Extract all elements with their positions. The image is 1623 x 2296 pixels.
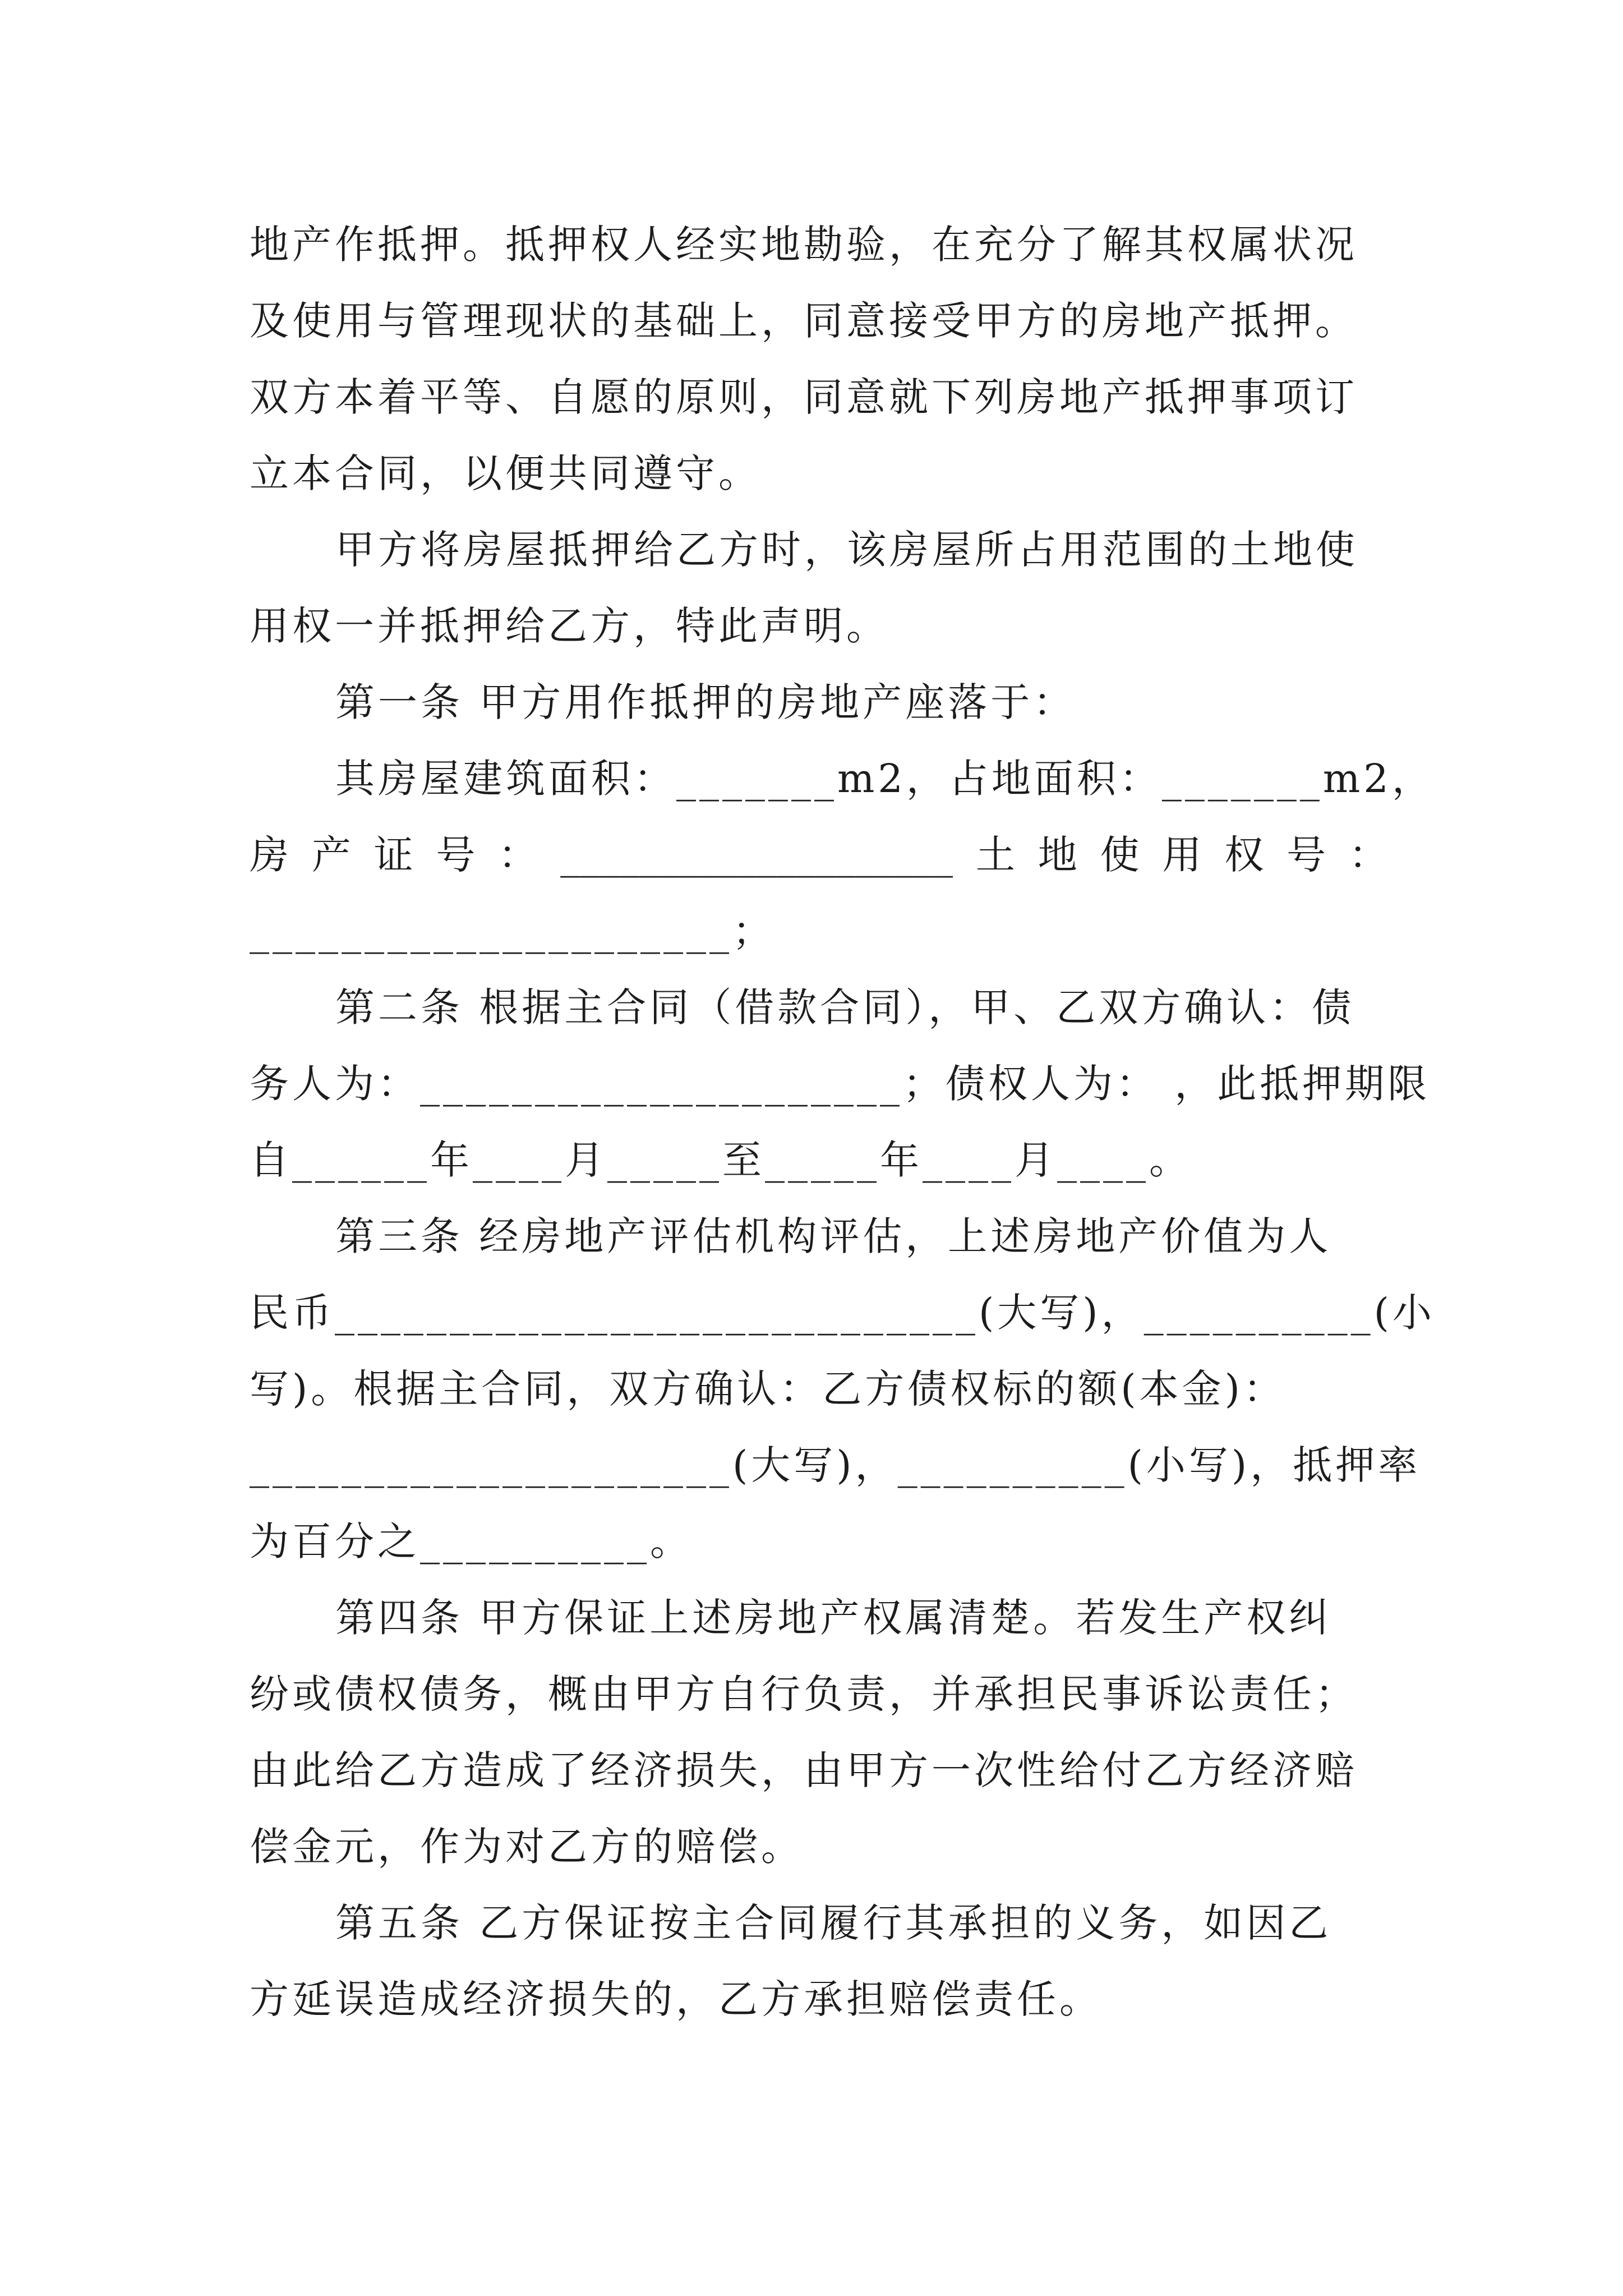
text-char: 地 <box>1038 832 1077 878</box>
text-line: _____________________(大写)，__________(小写)，抵押率 <box>250 1442 1421 1488</box>
article-5-heading: 第五条 乙方保证按主合同履行其承担的义务，如因乙 <box>335 1900 1332 1946</box>
text-line: _____________________； <box>250 908 775 954</box>
text-char: 号 <box>436 832 476 878</box>
text-line: 自______年____月_____至_____年____月____。 <box>250 1137 1192 1183</box>
text-char: 号 <box>1287 832 1326 878</box>
text-char: ： <box>498 832 538 878</box>
justified-line <box>250 813 1388 897</box>
text-line: 纷或债权债务，概由甲方自行负责，并承担民事诉讼责任； <box>250 1671 1358 1717</box>
article-4-heading: 第四条 甲方保证上述房地产权属清楚。若发生产权纠 <box>335 1595 1332 1641</box>
article-2-heading: 第二条 根据主合同（借款合同），甲、乙双方确认：债 <box>335 984 1355 1030</box>
text-line: 务人为：_____________________；债权人为： ，此抵押期限 <box>250 1061 1431 1107</box>
text-line: 方延误造成经济损失的，乙方承担赔偿责任。 <box>250 1976 1102 2022</box>
text-line: 双方本着平等、自愿的原则，同意就下列房地产抵押事项订 <box>250 374 1358 420</box>
text-line: 其房屋建筑面积：_______m2，占地面积：_______m2， <box>335 756 1435 802</box>
article-1-heading: 第一条 甲方用作抵押的房地产座落于： <box>335 679 1076 725</box>
text-char: 产 <box>311 832 351 878</box>
blank-field: ____________________ <box>560 832 953 878</box>
text-line: 立本合同，以便共同遵守。 <box>250 450 761 496</box>
text-char: 房 <box>250 832 289 878</box>
text-char: 土 <box>975 832 1015 878</box>
text-line: 地产作抵押。抵押权人经实地勘验，在充分了解其权属状况 <box>250 222 1358 268</box>
article-3-heading: 第三条 经房地产评估机构评估，上述房地产价值为人 <box>335 1213 1332 1259</box>
text-char: 证 <box>374 832 413 878</box>
text-char: 权 <box>1224 832 1264 878</box>
text-line: 偿金元，作为对乙方的赔偿。 <box>250 1824 804 1870</box>
text-line: 写)。根据主合同，双方确认：乙方债权标的额(本金)： <box>250 1366 1286 1412</box>
text-line: 由此给乙方造成了经济损失，由甲方一次性给付乙方经济赔 <box>250 1747 1358 1793</box>
text-char: 使 <box>1100 832 1140 878</box>
text-char: 用 <box>1162 832 1202 878</box>
text-char: ： <box>1348 832 1388 878</box>
text-line: 用权一并抵押给乙方，特此声明。 <box>250 603 889 649</box>
text-line: 甲方将房屋抵押给乙方时，该房屋所占用范围的土地使 <box>335 527 1358 573</box>
text-line: 为百分之__________。 <box>250 1519 693 1565</box>
text-line: 民币____________________________(大写)，__________(小 <box>250 1290 1435 1336</box>
text-line: 及使用与管理现状的基础上，同意接受甲方的房地产抵押。 <box>250 298 1358 344</box>
